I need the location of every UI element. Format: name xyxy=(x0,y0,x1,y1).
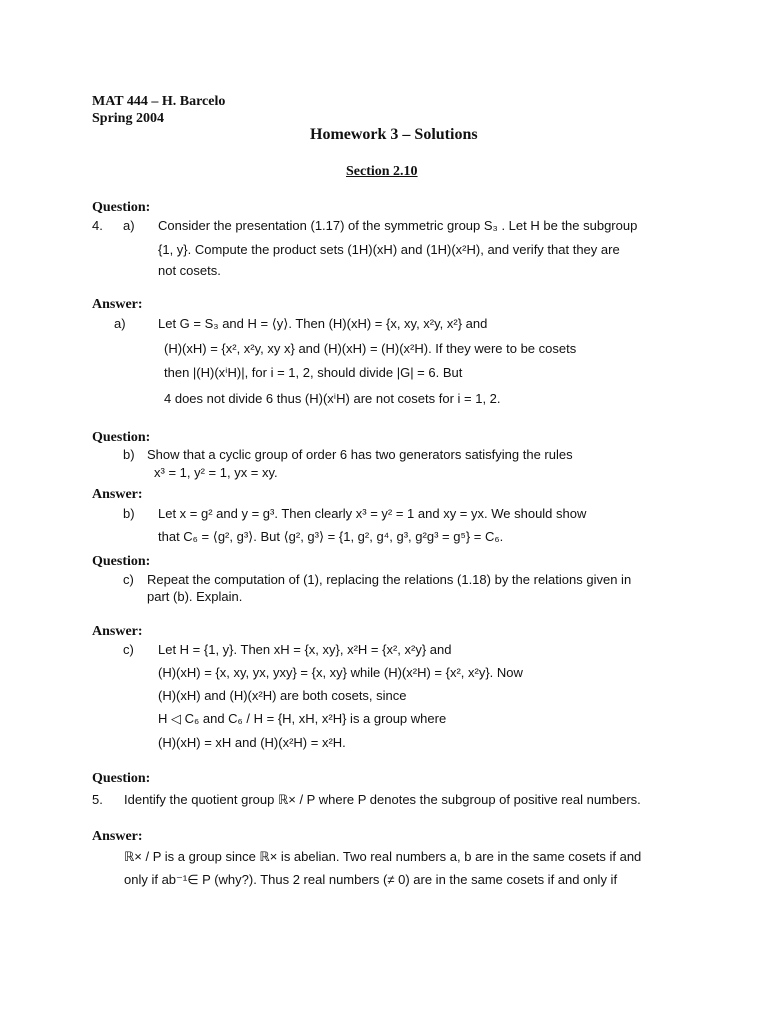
answer-text: Let x = g² and y = g³. Then clearly x³ = y² = 1 and xy = yx. We should show xyxy=(158,506,587,521)
question-text: not cosets. xyxy=(158,263,221,278)
answer-text: that C₆ = ⟨g², g³⟩. But ⟨g², g³⟩ = {1, g², g⁴, g³, g²g³ = g⁵} = C₆. xyxy=(158,529,504,544)
answer-text: H ◁ C₆ and C₆ / H = {H, xH, x²H} is a group where xyxy=(158,711,447,726)
question-text: Identify the quotient group ℝ× / P where P denotes the subgroup of positive real numbers. xyxy=(124,792,641,807)
answer-text: (H)(xH) and (H)(x²H) are both cosets, since xyxy=(158,688,407,703)
question-part: b) xyxy=(123,447,135,462)
question-text: Show that a cyclic group of order 6 has two generators satisfying the rules xyxy=(147,447,573,462)
answer-text: then |(H)(xⁱH)|, for i = 1, 2, should divide |G| = 6. But xyxy=(164,365,463,380)
question-label: Question: xyxy=(92,771,151,786)
answer-text: ℝ× / P is a group since ℝ× is abelian. Two real numbers a, b are in the same cosets if and xyxy=(124,849,642,864)
question-part: c) xyxy=(123,572,134,587)
answer-text: Let G = S₃ and H = ⟨y⟩. Then (H)(xH) = {x, xy, x²y, x²} and xyxy=(158,316,488,331)
course-line: MAT 444 – H. Barcelo xyxy=(92,94,226,109)
answer-label: Answer: xyxy=(92,487,143,502)
answer-part: b) xyxy=(123,506,135,521)
term-line: Spring 2004 xyxy=(92,111,164,126)
page-title: Homework 3 – Solutions xyxy=(310,126,478,143)
question-number: 4. xyxy=(92,218,103,233)
answer-text: (H)(xH) = xH and (H)(x²H) = x²H. xyxy=(158,735,346,750)
question-text: {1, y}. Compute the product sets (1H)(xH) and (1H)(x²H), and verify that they are xyxy=(158,242,620,257)
answer-part: c) xyxy=(123,642,134,657)
answer-text: only if ab⁻¹∈ P (why?). Thus 2 real numbers (≠ 0) are in the same cosets if and only if xyxy=(124,872,618,887)
question-text: Repeat the computation of (1), replacing the relations (1.18) by the relations given in xyxy=(147,572,632,587)
answer-text: (H)(xH) = {x², x²y, xy x} and (H)(xH) = (H)(x²H). If they were to be cosets xyxy=(164,341,577,356)
question-text: x³ = 1, y² = 1, yx = xy. xyxy=(154,465,278,480)
question-text: Consider the presentation (1.17) of the symmetric group S₃ . Let H be the subgroup xyxy=(158,218,638,233)
question-text: part (b). Explain. xyxy=(147,589,243,604)
question-part: a) xyxy=(123,218,135,233)
section-heading: Section 2.10 xyxy=(346,164,418,179)
question-label: Question: xyxy=(92,200,151,215)
answer-text: 4 does not divide 6 thus (H)(xⁱH) are not cosets for i = 1, 2. xyxy=(164,391,501,406)
answer-part: a) xyxy=(114,316,126,331)
question-label: Question: xyxy=(92,554,151,569)
question-number: 5. xyxy=(92,792,103,807)
answer-text: Let H = {1, y}. Then xH = {x, xy}, x²H = {x², x²y} and xyxy=(158,642,452,657)
answer-label: Answer: xyxy=(92,624,143,639)
answer-label: Answer: xyxy=(92,829,143,844)
question-label: Question: xyxy=(92,430,151,445)
answer-text: (H)(xH) = {x, xy, yx, yxy} = {x, xy} while (H)(x²H) = {x², x²y}. Now xyxy=(158,665,523,680)
answer-label: Answer: xyxy=(92,297,143,312)
